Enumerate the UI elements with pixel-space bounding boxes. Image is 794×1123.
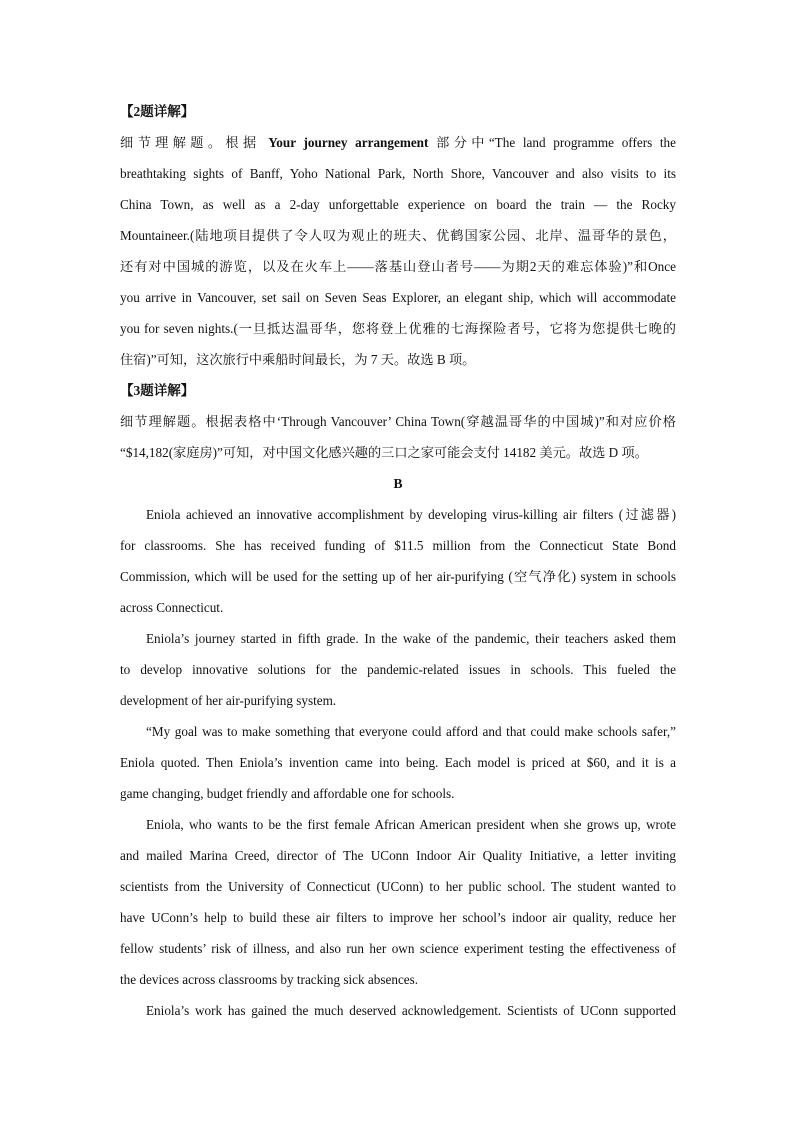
p4-line-1: Eniola, who wants to be the first female African American president when she grows up, wrote: [146, 817, 676, 832]
question-2-heading: 【2题详解】: [120, 104, 195, 119]
q2-line-4: Mountaineer.(陆地项目提供了令人叹为观止的班夫、优鹤国家公园、北岸、温哥华的景色，: [120, 228, 676, 243]
p1-line-4: across Connecticut.: [120, 600, 224, 615]
p4-line-4: have UConn’s help to build these air filters to improve her school’s indoor air quality, reduce her: [120, 910, 676, 925]
q2-line-6: you arrive in Vancouver, set sail on Seven Seas Explorer, an elegant ship, which will accommodate: [120, 290, 676, 305]
q2-line-7: you for seven nights.(一旦抵达温哥华，您将登上优雅的七海探险者号，它将为您提供七晚的: [120, 321, 676, 336]
q2-line-8: 住宿)”可知，这次旅行中乘船时间最长，为 7 天。故选 B 项。: [120, 352, 476, 367]
p2-line-3: development of her air-purifying system.: [120, 693, 337, 708]
p1-line-3: Commission, which will be used for the setting up of her air-purifying (空气净化) system in schools: [120, 569, 676, 584]
q2-line-1-post: 部分中“The land programme offers the: [428, 135, 677, 150]
p1-line-1: Eniola achieved an innovative accomplishment by developing virus-killing air filters (过滤器): [146, 507, 676, 522]
question-3-heading: 【3题详解】: [120, 383, 195, 398]
q2-line-5: 还有对中国城的游览，以及在火车上——落基山登山者号——为期2天的难忘体验)”和Once: [120, 259, 676, 274]
p3-line-2: Eniola quoted. Then Eniola’s invention came into being. Each model is priced at $60, and it is a: [120, 755, 676, 770]
p2-line-2: to develop innovative solutions for the pandemic-related issues in schools. This fueled the: [120, 662, 676, 677]
p1-line-2: for classrooms. She has received funding of $11.5 million from the Connecticut State Bond: [120, 538, 676, 553]
q2-line-1-pre: 细节理解题。根据: [120, 135, 269, 150]
q2-line-2: breathtaking sights of Banff, Yoho National Park, North Shore, Vancouver and also visits to its: [120, 166, 676, 181]
q3-line-2: “$14,182(家庭房)”可知，对中国文化感兴趣的三口之家可能会支付 14182 美元。故选 D 项。: [120, 445, 648, 460]
p2-line-1: Eniola’s journey started in fifth grade. In the wake of the pandemic, their teachers asked them: [146, 631, 676, 646]
q2-line-1: [120, 127, 676, 158]
p4-line-2: and mailed Marina Creed, director of The UConn Indoor Air Quality Initiative, a letter inviting: [120, 848, 676, 863]
q2-line-3: China Town, as well as a 2-day unforgettable experience on board the train — the Rocky: [120, 197, 676, 212]
q2-line-1-bold: Your journey arrangement: [268, 135, 429, 150]
p4-line-5: fellow students’ risk of illness, and also run her own science experiment testing the effectiveness of: [120, 941, 676, 956]
p4-line-3: scientists from the University of Connecticut (UConn) to her public school. The student wanted to: [120, 879, 676, 894]
document-page: [120, 96, 676, 1026]
passage-title: B: [393, 476, 403, 491]
p5-line-1: Eniola’s work has gained the much deserved acknowledgement. Scientists of UConn supported: [146, 1003, 676, 1018]
q3-line-1: 细节理解题。根据表格中‘Through Vancouver’ China Town(穿越温哥华的中国城)”和对应价格: [120, 414, 676, 429]
p3-line-1: “My goal was to make something that everyone could afford and that could make schools safer,”: [146, 724, 676, 739]
p4-line-6: the devices across classrooms by tracking sick absences.: [120, 972, 419, 987]
p3-line-3: game changing, budget friendly and affordable one for schools.: [120, 786, 455, 801]
